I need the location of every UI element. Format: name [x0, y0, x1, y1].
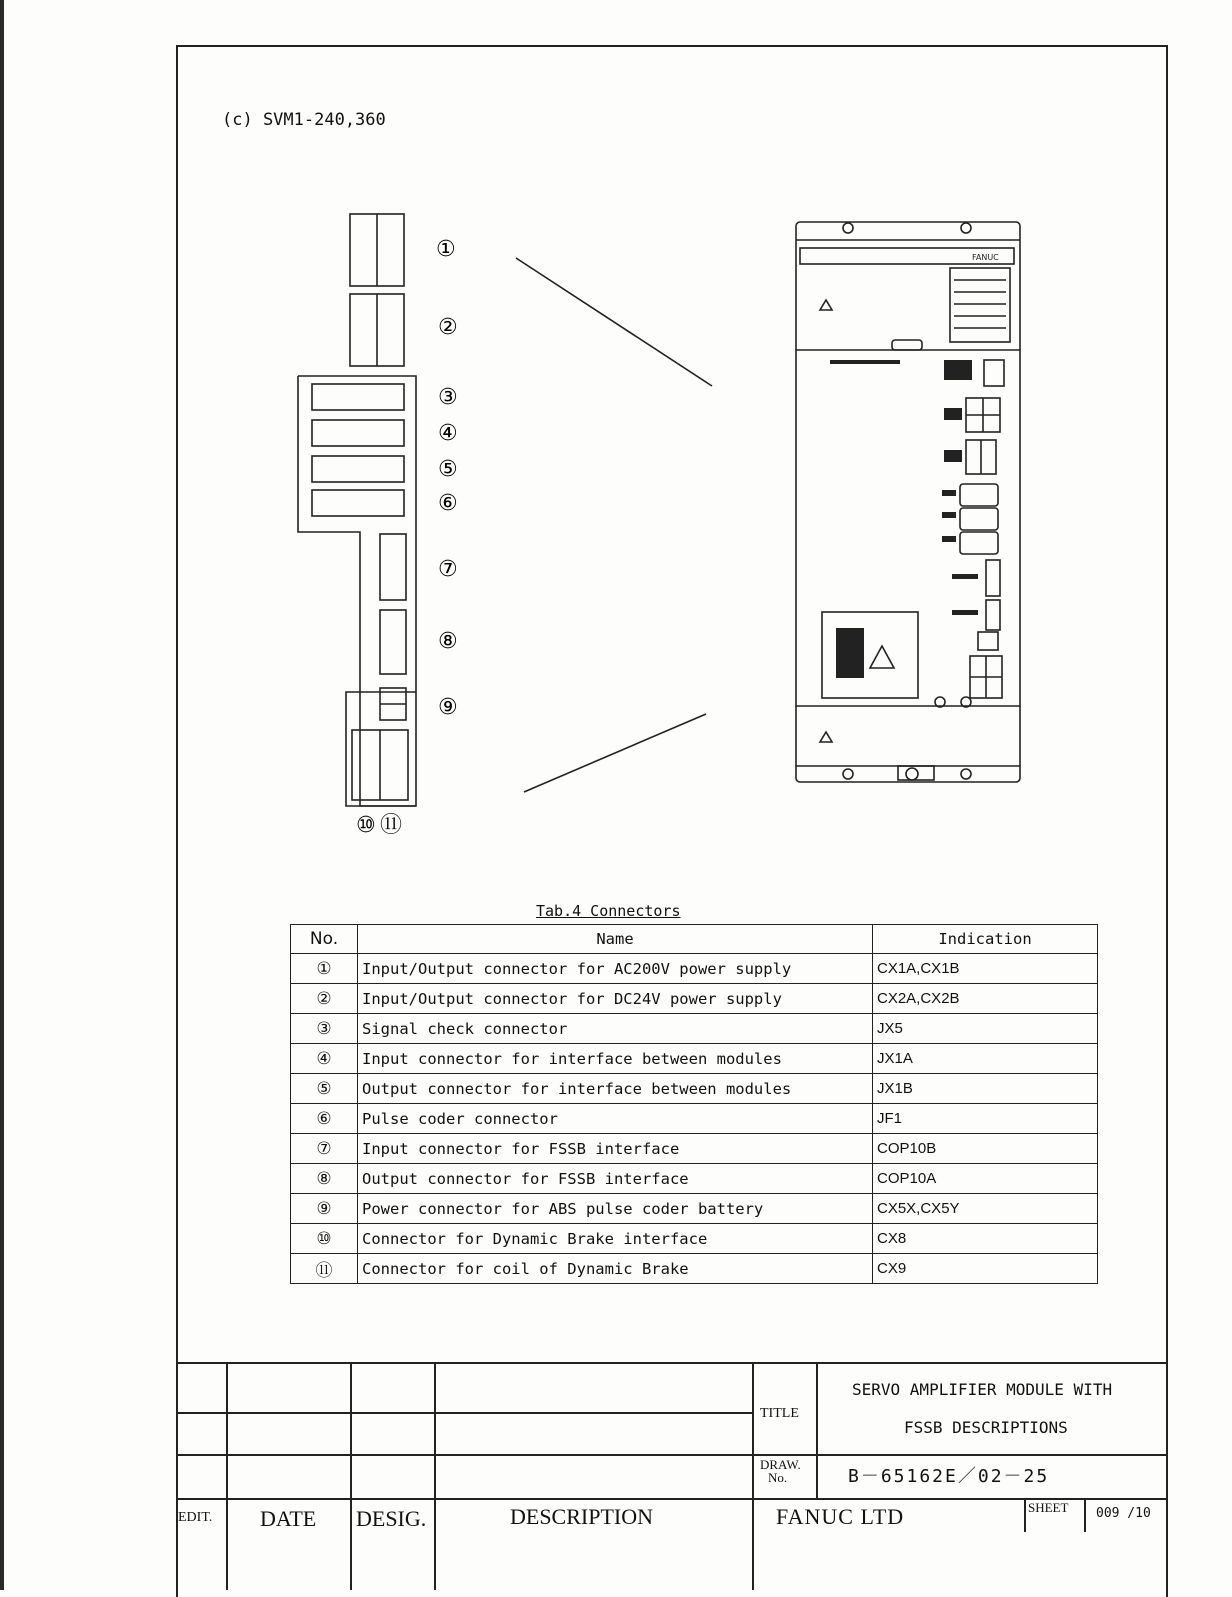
- table-row: [291, 1134, 1098, 1164]
- callout-11: ⑪: [380, 813, 403, 838]
- cell-indication: COP10B: [873, 1134, 1098, 1164]
- cell-name: Input/Output connector for AC200V power supply: [358, 954, 873, 984]
- cell-name: Connector for coil of Dynamic Brake: [358, 1254, 873, 1284]
- edit-label: EDIT.: [178, 1510, 213, 1525]
- cell-name: Input connector for interface between modules: [358, 1044, 873, 1074]
- title-line-2: FSSB DESCRIPTIONS: [904, 1418, 1068, 1437]
- connector-8-outline: [380, 610, 406, 674]
- table-row: [291, 1014, 1098, 1044]
- cell-no: ②: [291, 984, 358, 1014]
- cell-no: ⑧: [291, 1164, 358, 1194]
- cell-indication: CX5X,CX5Y: [873, 1194, 1098, 1224]
- connector-5-outline: [312, 456, 404, 482]
- callout-1: ①: [436, 237, 456, 262]
- draw-label: [760, 1458, 801, 1484]
- section-title: (c) SVM1-240,360: [222, 110, 386, 130]
- table-row: [291, 1254, 1098, 1284]
- cell-indication: JX1B: [873, 1074, 1098, 1104]
- cell-name: Input connector for FSSB interface: [358, 1134, 873, 1164]
- callout-4: ④: [438, 421, 458, 446]
- table-row: [291, 954, 1098, 984]
- callout-10: ⑩: [356, 813, 376, 838]
- cell-indication: COP10A: [873, 1164, 1098, 1194]
- header-no: No.: [291, 925, 358, 954]
- cell-name: Output connector for FSSB interface: [358, 1164, 873, 1194]
- cell-no: ⑪: [291, 1254, 358, 1284]
- table-row: [291, 1164, 1098, 1194]
- amplifier-front-view: [796, 222, 1020, 782]
- cell-no: ⑦: [291, 1134, 358, 1164]
- cell-no: ⑥: [291, 1104, 358, 1134]
- table-row: [291, 1074, 1098, 1104]
- callout-6: ⑥: [438, 491, 458, 516]
- sheet-value: 009 /10: [1096, 1506, 1151, 1521]
- title-block: [176, 1362, 1168, 1590]
- connector-3-outline: [312, 384, 404, 410]
- draw-label-2: No.: [768, 1470, 788, 1485]
- brand-label: FANUC: [972, 253, 999, 262]
- callout-2: ②: [438, 315, 458, 340]
- cell-indication: JX5: [873, 1014, 1098, 1044]
- connector-7-outline: [380, 534, 406, 600]
- title-label: TITLE: [760, 1406, 799, 1421]
- description-label: DESCRIPTION: [510, 1504, 654, 1529]
- cell-name: Power connector for ABS pulse coder battery: [358, 1194, 873, 1224]
- callout-9: ⑨: [438, 695, 458, 720]
- header-indication: Indication: [873, 925, 1098, 954]
- cell-indication: JF1: [873, 1104, 1098, 1134]
- cell-indication: JX1A: [873, 1044, 1098, 1074]
- title-line-1: SERVO AMPLIFIER MODULE WITH: [852, 1380, 1113, 1399]
- cell-no: ①: [291, 954, 358, 984]
- cell-no: ⑤: [291, 1074, 358, 1104]
- cell-indication: CX9: [873, 1254, 1098, 1284]
- cell-name: Signal check connector: [358, 1014, 873, 1044]
- callout-7: ⑦: [438, 557, 458, 582]
- cell-name: Input/Output connector for DC24V power supply: [358, 984, 873, 1014]
- cell-no: ⑨: [291, 1194, 358, 1224]
- callout-5: ⑤: [438, 457, 458, 482]
- cell-indication: CX2A,CX2B: [873, 984, 1098, 1014]
- cell-no: ④: [291, 1044, 358, 1074]
- table-row: [291, 1194, 1098, 1224]
- table-row: [291, 1044, 1098, 1074]
- callout-3: ③: [438, 385, 458, 410]
- cell-name: Output connector for interface between modules: [358, 1074, 873, 1104]
- cell-indication: CX1A,CX1B: [873, 954, 1098, 984]
- drawing-number: B－65162E／02－25: [848, 1466, 1050, 1487]
- date-label: DATE: [260, 1506, 317, 1531]
- cell-no: ⑩: [291, 1224, 358, 1254]
- desig-label: DESIG.: [356, 1506, 427, 1531]
- table-row: [291, 984, 1098, 1014]
- cell-name: Connector for Dynamic Brake interface: [358, 1224, 873, 1254]
- connector-4-outline: [312, 420, 404, 446]
- module-outline: [298, 376, 416, 806]
- table-header-row: [291, 925, 1098, 954]
- draw-label-1: DRAW.: [760, 1457, 801, 1472]
- table-row: [291, 1224, 1098, 1254]
- connector-6-outline: [312, 490, 404, 516]
- callout-8: ⑧: [438, 629, 458, 654]
- sheet-label: SHEET: [1028, 1500, 1069, 1515]
- cell-indication: CX8: [873, 1224, 1098, 1254]
- table-row: [291, 1104, 1098, 1134]
- header-name: Name: [358, 925, 873, 954]
- company-name: FANUC LTD: [776, 1504, 905, 1529]
- connectors-table: [290, 924, 1098, 1284]
- cell-no: ③: [291, 1014, 358, 1044]
- table-title: Tab.4 Connectors: [536, 902, 681, 920]
- cell-name: Pulse coder connector: [358, 1104, 873, 1134]
